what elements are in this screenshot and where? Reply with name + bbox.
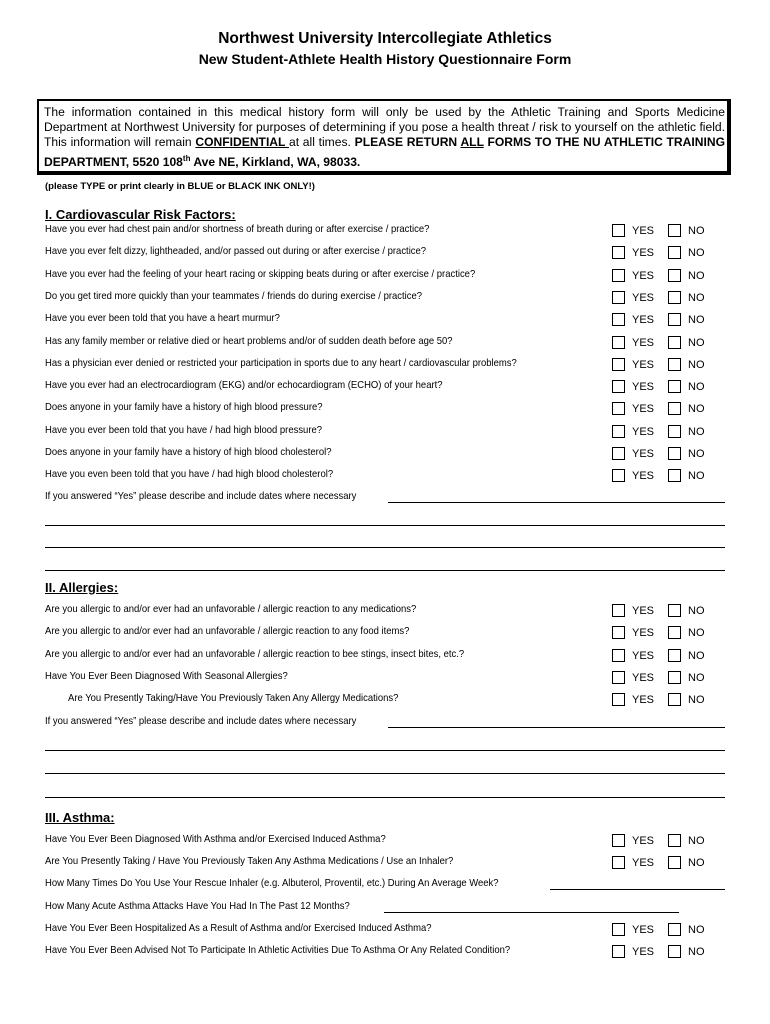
checkbox-icon[interactable] [612,358,625,371]
allergy-question: Are you allergic to and/or ever had an unfavorable / allergic reaction to bee stings, insect bites, etc.? [45,648,465,660]
checkbox-icon[interactable] [612,945,625,958]
checkbox-icon[interactable] [612,246,625,259]
checkbox-icon[interactable] [668,469,681,482]
intro-text-1: The information contained in this medical history form will only be used by the Athletic Training and Sports Medicine Department at Northwest University for purposes of determining if you pose a health threat / risk to yourself on the athletic field. This information will remain [44,105,725,150]
yes-label: YES [632,269,655,282]
no-label: NO [688,694,705,707]
intro-notice-box [37,99,731,175]
checkbox-icon[interactable] [612,313,625,326]
intro-th: th [182,153,191,163]
allergy-describe-prompt: If you answered “Yes” please describe and include dates where necessary [45,716,357,727]
no-label: NO [688,403,705,416]
no-label: NO [688,358,705,371]
cardio-describe-line-2[interactable] [45,525,725,526]
checkbox-icon[interactable] [612,693,625,706]
yes-label: YES [632,694,655,707]
checkbox-icon[interactable] [612,856,625,869]
form-institution-title: Northwest University Intercollegiate Athletics [218,30,552,47]
asthma-question-medications: Are You Presently Taking / Have You Previously Taken Any Asthma Medications / Use an Inhaler? [45,856,454,867]
yes-label: YES [632,627,655,640]
no-label: NO [688,314,705,327]
ink-instruction-note: (please TYPE or print clearly in BLUE or BLACK INK ONLY!) [45,181,315,192]
cardio-describe-prompt: If you answered “Yes” please describe and include dates where necessary [45,491,357,502]
inhaler-use-answer-line[interactable] [550,889,725,890]
cardio-question: Have you ever had an electrocardiogram (EKG) and/or echocardiogram (ECHO) of your heart? [45,380,443,392]
allergy-question: Are you allergic to and/or ever had an unfavorable / allergic reaction to any medications? [45,604,417,615]
no-label: NO [688,381,705,394]
yes-label: YES [632,605,655,617]
yes-label: YES [632,649,655,662]
asthma-question-diagnosed: Have You Ever Been Diagnosed With Asthma and/or Exercised Induced Asthma? [45,834,386,845]
no-label: NO [688,857,705,869]
yes-label: YES [632,314,655,327]
cardio-question: Has a physician ever denied or restricted your participation in sports due to any heart / cardiovascular problems? [45,357,517,369]
cardio-question: Does anyone in your family have a history of high blood cholesterol? [45,447,332,458]
section-allergies-title: II. Allergies: [45,580,119,595]
cardio-describe-line-4[interactable] [45,570,725,571]
allergy-question: Have You Ever Been Diagnosed With Seasonal Allergies? [45,670,288,682]
checkbox-icon[interactable] [668,693,681,706]
allergy-describe-line-4[interactable] [45,797,725,798]
checkbox-icon[interactable] [612,923,625,936]
checkbox-icon[interactable] [612,224,625,237]
checkbox-icon[interactable] [668,358,681,371]
checkbox-icon[interactable] [612,649,625,662]
yes-label: YES [632,946,655,958]
allergy-describe-line-2[interactable] [45,750,725,751]
cardio-question: Have you ever been told that you have / had high blood pressure? [45,424,323,436]
yes-label: YES [632,358,655,371]
checkbox-icon[interactable] [668,291,681,304]
cardio-question: Have you even been told that you have / had high blood cholesterol? [45,469,334,481]
checkbox-icon[interactable] [668,626,681,639]
yes-label: YES [632,448,655,460]
checkbox-icon[interactable] [668,834,681,847]
section-asthma-title: III. Asthma: [45,810,115,825]
no-label: NO [688,627,705,640]
intro-text-3: FORMS TO THE NU ATHLETIC TRAINING DEPARTMENT, 5520 108 [44,135,725,169]
intro-text-2: at all times. [288,135,355,150]
cardio-question: Have you ever been told that you have a heart murmur? [45,313,280,325]
asthma-attacks-answer-line[interactable] [384,912,679,913]
allergy-describe-line-3[interactable] [45,773,725,774]
no-label: NO [688,225,705,237]
checkbox-icon[interactable] [612,626,625,639]
yes-label: YES [632,291,655,304]
cardio-question: Does anyone in your family have a history of high blood pressure? [45,402,323,414]
checkbox-icon[interactable] [668,313,681,326]
yes-label: YES [632,336,655,349]
checkbox-icon[interactable] [612,425,625,438]
no-label: NO [688,649,705,662]
no-label: NO [688,448,705,460]
checkbox-icon[interactable] [612,291,625,304]
checkbox-icon[interactable] [668,649,681,662]
checkbox-icon[interactable] [612,671,625,684]
intro-text-4: Ave NE, Kirkland, WA, 98033. [190,154,361,169]
cardio-question: Has any family member or relative died or heart problems and/or of sudden death before age 50? [45,335,453,347]
form-title: New Student-Athlete Health History Questionnaire Form [198,51,572,67]
checkbox-icon[interactable] [668,224,681,237]
no-label: NO [688,247,705,260]
checkbox-icon[interactable] [612,336,625,349]
no-label: NO [688,835,705,847]
checkbox-icon[interactable] [668,380,681,393]
checkbox-icon[interactable] [612,469,625,482]
yes-label: YES [632,470,655,483]
yes-label: YES [632,225,655,237]
checkbox-icon[interactable] [668,447,681,460]
cardio-question: Have you ever felt dizzy, lightheaded, and/or passed out during or after exercise / practice? [45,246,427,258]
cardio-describe-line-3[interactable] [45,547,725,548]
no-label: NO [688,291,705,304]
allergy-describe-line-1[interactable] [388,727,725,728]
asthma-question-advised-not-participate: Have You Ever Been Advised Not To Participate In Athletic Activities Due To Asthma Or Any Related Condition? [45,945,511,956]
intro-please-return: PLEASE RETURN [354,135,461,150]
intro-all: ALL [460,135,484,150]
yes-label: YES [632,425,655,438]
checkbox-icon[interactable] [668,425,681,438]
allergy-question: Are You Presently Taking/Have You Previously Taken Any Allergy Medications? [68,693,399,705]
checkbox-icon[interactable] [668,246,681,259]
asthma-question-hospitalized: Have You Ever Been Hospitalized As a Result of Asthma and/or Exercised Induced Asthma? [45,923,432,934]
cardio-describe-line-1[interactable] [388,502,725,503]
no-label: NO [688,946,705,958]
yes-label: YES [632,671,655,684]
yes-label: YES [632,857,655,869]
checkbox-icon[interactable] [612,447,625,460]
allergy-question: Are you allergic to and/or ever had an unfavorable / allergic reaction to any food items? [45,626,410,638]
cardio-question: Have you ever had the feeling of your heart racing or skipping beats during or after exercise / practice? [45,268,476,280]
yes-label: YES [632,835,655,847]
checkbox-icon[interactable] [668,336,681,349]
checkbox-icon[interactable] [612,604,625,617]
checkbox-icon[interactable] [668,856,681,869]
no-label: NO [688,605,705,617]
checkbox-icon[interactable] [612,380,625,393]
checkbox-icon[interactable] [668,923,681,936]
section-cardiovascular-title: I. Cardiovascular Risk Factors: [45,207,236,222]
asthma-question-attacks: How Many Acute Asthma Attacks Have You Had In The Past 12 Months? [45,901,350,912]
no-label: NO [688,336,705,349]
no-label: NO [688,269,705,282]
no-label: NO [688,470,705,483]
yes-label: YES [632,381,655,394]
checkbox-icon[interactable] [668,402,681,415]
yes-label: YES [632,247,655,260]
checkbox-icon[interactable] [668,945,681,958]
no-label: NO [688,671,705,684]
yes-label: YES [632,403,655,416]
intro-confidential: CONFIDENTIAL [195,135,289,150]
yes-label: YES [632,924,655,936]
checkbox-icon[interactable] [668,671,681,684]
checkbox-icon[interactable] [668,269,681,282]
no-label: NO [688,924,705,936]
no-label: NO [688,425,705,438]
cardio-question: Do you get tired more quickly than your teammates / friends do during exercise / practice? [45,290,423,302]
checkbox-icon[interactable] [612,269,625,282]
asthma-question-inhaler-use: How Many Times Do You Use Your Rescue Inhaler (e.g. Albuterol, Proventil, etc.) During An Average Week? [45,878,499,889]
cardio-question: Have you ever had chest pain and/or shortness of breath during or after exercise / practice? [45,224,430,235]
checkbox-icon[interactable] [612,834,625,847]
checkbox-icon[interactable] [612,402,625,415]
checkbox-icon[interactable] [668,604,681,617]
